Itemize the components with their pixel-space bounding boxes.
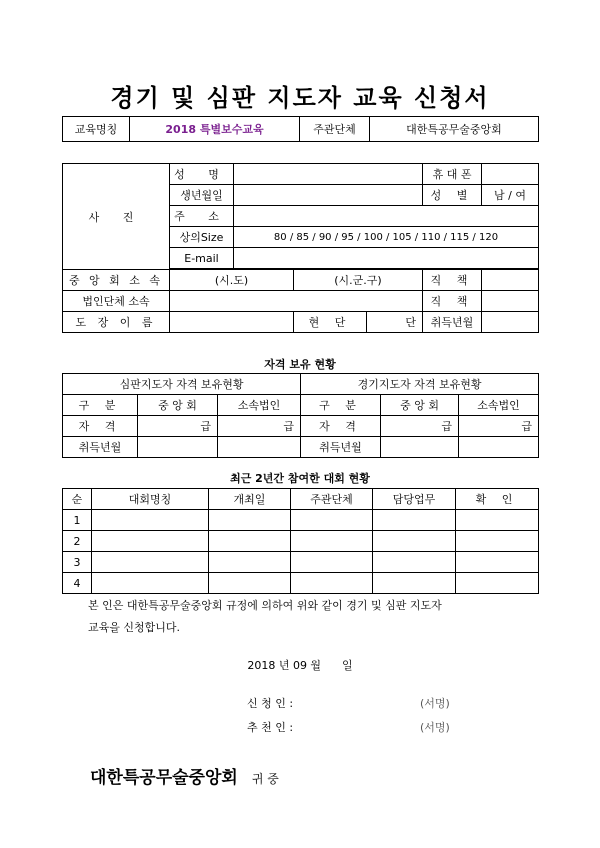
phone-label: 휴 대 폰 bbox=[423, 164, 482, 185]
host-value[interactable]: 대한특공무술중앙회 bbox=[370, 117, 539, 142]
acquired-input[interactable] bbox=[482, 312, 539, 333]
comp-cell[interactable] bbox=[209, 573, 291, 594]
address-input[interactable] bbox=[234, 206, 539, 227]
comp-header-date: 개최일 bbox=[209, 489, 291, 510]
edu-name-value[interactable]: 2018 특별보수교육 bbox=[130, 117, 300, 142]
coach-corp-header: 소속법인 bbox=[459, 395, 539, 416]
city-input[interactable]: (시.군.구) bbox=[294, 270, 423, 291]
recommender-sign-mark[interactable]: (서명) bbox=[420, 721, 450, 734]
coach-category-header: 구 분 bbox=[301, 395, 381, 416]
comp-cell[interactable] bbox=[92, 573, 209, 594]
comp-cell[interactable] bbox=[209, 552, 291, 573]
position-input-2[interactable] bbox=[482, 291, 539, 312]
qualifications-table bbox=[62, 373, 539, 458]
recommender-sign-label: 추 천 인 : bbox=[247, 721, 294, 734]
footer-org: 대한특공무술중앙회 bbox=[90, 768, 238, 788]
referee-corp-header: 소속법인 bbox=[218, 395, 301, 416]
comp-cell[interactable] bbox=[291, 510, 373, 531]
dan-label: 현 단 bbox=[294, 312, 367, 333]
comp-row-number: 3 bbox=[63, 552, 92, 573]
birth-input[interactable] bbox=[234, 185, 423, 206]
coach-central-grade[interactable]: 급 bbox=[381, 416, 459, 437]
footer-recipient bbox=[90, 763, 279, 788]
address-label: 주 소 bbox=[170, 206, 234, 227]
dojang-input[interactable] bbox=[170, 312, 294, 333]
edu-name-label: 교육명칭 bbox=[63, 117, 130, 142]
referee-central-date[interactable] bbox=[138, 437, 218, 458]
comp-cell[interactable] bbox=[373, 573, 456, 594]
applicant-table bbox=[62, 163, 539, 333]
qualifications-title: 자격 보유 현황 bbox=[264, 358, 336, 371]
applicant-sign-label: 신 청 인 : bbox=[247, 697, 294, 710]
comp-cell[interactable] bbox=[456, 531, 539, 552]
footer-suffix: 귀 중 bbox=[251, 772, 279, 786]
comp-cell[interactable] bbox=[373, 510, 456, 531]
gender-value[interactable]: 남 / 여 bbox=[482, 185, 539, 206]
email-input[interactable] bbox=[234, 248, 539, 269]
corp-input[interactable] bbox=[170, 291, 423, 312]
comp-cell[interactable] bbox=[209, 510, 291, 531]
coach-date-label: 취득년월 bbox=[301, 437, 381, 458]
competitions-title: 최근 2년간 참여한 대회 현황 bbox=[230, 472, 370, 485]
page-title: 경기 및 심판 지도자 교육 신청서 bbox=[110, 84, 490, 112]
header-table bbox=[62, 116, 539, 142]
size-label: 상의Size bbox=[170, 227, 234, 248]
comp-row-number: 1 bbox=[63, 510, 92, 531]
statement-line-2: 교육을 신청합니다. bbox=[88, 621, 181, 634]
phone-input[interactable] bbox=[482, 164, 539, 185]
date-line: 2018 년 09 월 일 bbox=[247, 659, 353, 672]
corp-affiliation-label: 법인단체 소속 bbox=[63, 291, 170, 312]
applicant-sign-mark[interactable]: (서명) bbox=[420, 697, 450, 710]
comp-cell[interactable] bbox=[373, 531, 456, 552]
comp-header-no: 순 bbox=[63, 489, 92, 510]
name-input[interactable] bbox=[234, 164, 423, 185]
comp-header-host: 주관단체 bbox=[291, 489, 373, 510]
comp-header-confirm: 확 인 bbox=[456, 489, 539, 510]
host-label: 주관단체 bbox=[300, 117, 370, 142]
comp-row-number: 4 bbox=[63, 573, 92, 594]
position-label: 직 책 bbox=[423, 270, 482, 291]
referee-qual-label: 자 격 bbox=[63, 416, 138, 437]
referee-corp-grade[interactable]: 급 bbox=[218, 416, 301, 437]
acquired-label: 취득년월 bbox=[423, 312, 482, 333]
referee-corp-date[interactable] bbox=[218, 437, 301, 458]
comp-row-number: 2 bbox=[63, 531, 92, 552]
referee-central-grade[interactable]: 급 bbox=[138, 416, 218, 437]
dan-input[interactable]: 단 bbox=[367, 312, 423, 333]
coach-central-date[interactable] bbox=[381, 437, 459, 458]
size-options[interactable]: 80 / 85 / 90 / 95 / 100 / 105 / 110 / 115 / 120 bbox=[234, 227, 539, 248]
position-input[interactable] bbox=[482, 270, 539, 291]
comp-cell[interactable] bbox=[92, 510, 209, 531]
comp-cell[interactable] bbox=[291, 552, 373, 573]
referee-category-header: 구 분 bbox=[63, 395, 138, 416]
comp-cell[interactable] bbox=[456, 510, 539, 531]
comp-cell[interactable] bbox=[92, 552, 209, 573]
referee-date-label: 취득년월 bbox=[63, 437, 138, 458]
referee-header: 심판지도자 자격 보유현황 bbox=[63, 374, 301, 395]
comp-cell[interactable] bbox=[456, 573, 539, 594]
central-affiliation-label: 중 앙 회 소 속 bbox=[63, 270, 170, 291]
coach-corp-grade[interactable]: 급 bbox=[459, 416, 539, 437]
dojang-label: 도 장 이 름 bbox=[63, 312, 170, 333]
gender-label: 성 별 bbox=[423, 185, 482, 206]
coach-qual-label: 자 격 bbox=[301, 416, 381, 437]
comp-cell[interactable] bbox=[373, 552, 456, 573]
comp-header-role: 담당업무 bbox=[373, 489, 456, 510]
statement-line-1: 본 인은 대한특공무술중앙회 규정에 의하여 위와 같이 경기 및 심판 지도자 bbox=[88, 599, 442, 612]
position-label-2: 직 책 bbox=[423, 291, 482, 312]
comp-cell[interactable] bbox=[456, 552, 539, 573]
email-label: E-mail bbox=[170, 248, 234, 269]
province-input[interactable]: (시.도) bbox=[170, 270, 294, 291]
comp-header-name: 대회명칭 bbox=[92, 489, 209, 510]
comp-cell[interactable] bbox=[209, 531, 291, 552]
coach-corp-date[interactable] bbox=[459, 437, 539, 458]
coach-header: 경기지도자 자격 보유현황 bbox=[301, 374, 539, 395]
comp-cell[interactable] bbox=[92, 531, 209, 552]
referee-central-header: 중 앙 회 bbox=[138, 395, 218, 416]
birth-label: 생년월일 bbox=[170, 185, 234, 206]
photo-cell[interactable]: 사 진 bbox=[63, 164, 170, 270]
competitions-table bbox=[62, 488, 539, 594]
name-label: 성 명 bbox=[170, 164, 234, 185]
comp-cell[interactable] bbox=[291, 531, 373, 552]
comp-cell[interactable] bbox=[291, 573, 373, 594]
coach-central-header: 중 앙 회 bbox=[381, 395, 459, 416]
